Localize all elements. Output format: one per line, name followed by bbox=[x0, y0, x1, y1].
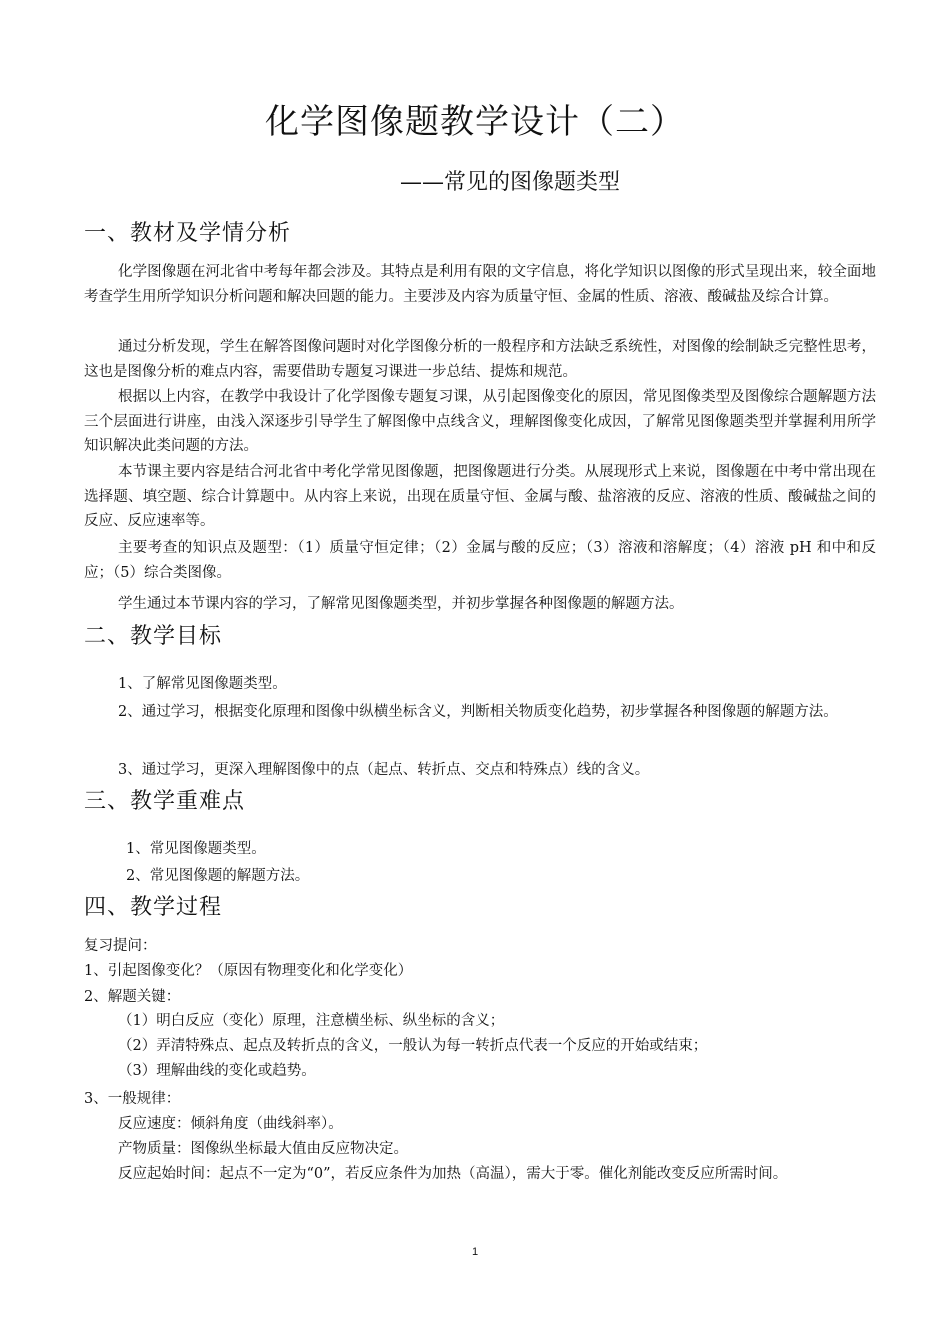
document-title: 化学图像题教学设计（二） bbox=[265, 102, 685, 142]
question-2-point-1: （1）明白反应（变化）原理，注意横坐标、纵坐标的含义； bbox=[118, 1013, 505, 1029]
section-heading-analysis: 一、教材及学情分析 bbox=[84, 221, 292, 246]
paragraph-analysis-6: 学生通过本节课内容的学习，了解常见图像题类型，并初步掌握各种图像题的解题方法。 bbox=[118, 596, 684, 612]
key-point-1: 1、常见图像题类型。 bbox=[126, 841, 266, 857]
page-number: 1 bbox=[471, 1246, 479, 1258]
goal-item-3: 3、通过学习，更深入理解图像中的点（起点、转折点、交点和特殊点）线的含义。 bbox=[118, 762, 650, 778]
paragraph-analysis-5: 主要考查的知识点及题型：（1）质量守恒定律；（2）金属与酸的反应；（3）溶液和溶解度；（4）溶液 pH 和中和反应；（5）综合类图像。 bbox=[84, 540, 876, 581]
question-2: 2、解题关键： bbox=[84, 989, 181, 1005]
section-heading-process: 四、教学过程 bbox=[84, 895, 223, 920]
goal-item-1: 1、了解常见图像题类型。 bbox=[118, 676, 287, 692]
section-heading-key-points: 三、教学重难点 bbox=[84, 789, 246, 814]
paragraph-analysis-3: 根据以上内容，在教学中我设计了化学图像专题复习课，从引起图像变化的原因，常见图像类型及图像综合题解题方法三个层面进行讲座，由浅入深逐步引导学生了解图像中点线含义，理解图像变化成因，了解常见图像题类型并掌握利用所学知识解决此类问题的方法。 bbox=[84, 389, 876, 454]
question-3: 3、一般规律： bbox=[84, 1091, 181, 1107]
question-1: 1、引起图像变化？（原因有物理变化和化学变化） bbox=[84, 963, 413, 979]
question-2-point-2: （2）弄清特殊点、起点及转折点的含义，一般认为每一转折点代表一个反应的开始或结束； bbox=[118, 1038, 708, 1054]
document-subtitle: ——常见的图像题类型 bbox=[399, 170, 620, 195]
key-point-2: 2、常见图像题的解题方法。 bbox=[126, 868, 310, 884]
rule-reaction-speed: 反应速度：倾斜角度（曲线斜率）。 bbox=[118, 1116, 343, 1132]
rule-start-time: 反应起始时间：起点不一定为“0”，若反应条件为加热（高温），需大于零。催化剂能改变反应所需时间。 bbox=[118, 1166, 788, 1182]
goal-item-2: 2、通过学习，根据变化原理和图像中纵横坐标含义，判断相关物质变化趋势，初步掌握各种图像题的解题方法。 bbox=[118, 704, 838, 720]
paragraph-analysis-2: 通过分析发现，学生在解答图像问题时对化学图像分析的一般程序和方法缺乏系统性，对图像的绘制缺乏完整性思考，这也是图像分析的难点内容，需要借助专题复习课进一步总结、提炼和规范。 bbox=[84, 339, 876, 380]
paragraph-analysis-1: 化学图像题在河北省中考每年都会涉及。其特点是利用有限的文字信息，将化学知识以图像的形式呈现出来，较全面地考查学生用所学知识分析问题和解决回题的能力。主要涉及内容为质量守恒、金属的性质、溶液、酸碱盐及综合计算。 bbox=[84, 264, 876, 305]
section-heading-goals: 二、教学目标 bbox=[84, 624, 223, 649]
review-label: 复习提问： bbox=[84, 938, 157, 954]
paragraph-analysis-4: 本节课主要内容是结合河北省中考化学常见图像题，把图像题进行分类。从展现形式上来说，图像题在中考中常出现在选择题、填空题、综合计算题中。从内容上来说，出现在质量守恒、金属与酸、盐溶液的反应、溶液的性质、酸碱盐之间的反应、反应速率等。 bbox=[84, 464, 876, 529]
rule-product-mass: 产物质量：图像纵坐标最大值由反应物决定。 bbox=[118, 1141, 408, 1157]
question-2-point-3: （3）理解曲线的变化或趋势。 bbox=[118, 1063, 316, 1079]
